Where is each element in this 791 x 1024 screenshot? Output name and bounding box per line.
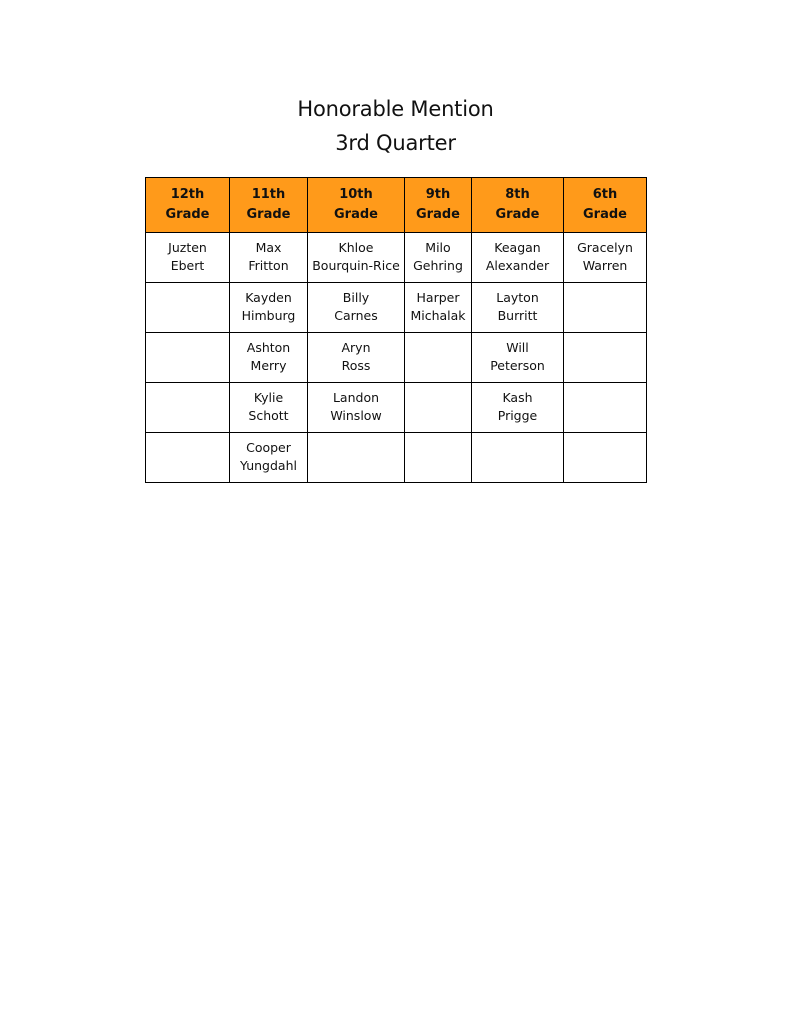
title-line-1: Honorable Mention (297, 97, 494, 121)
table-cell (564, 433, 647, 483)
table-cell (308, 433, 405, 483)
table-row (146, 283, 647, 333)
page-title (0, 92, 791, 160)
table-cell: Will Peterson (472, 333, 564, 383)
table-cell (564, 333, 647, 383)
header-12th-grade: 12th Grade (146, 178, 230, 233)
table-cell: Kylie Schott (230, 383, 308, 433)
header-row (146, 178, 647, 233)
table-cell (146, 333, 230, 383)
header-9th-grade: 9th Grade (405, 178, 472, 233)
table-cell: Ashton Merry (230, 333, 308, 383)
honor-roll-table (145, 177, 647, 483)
table-cell: Aryn Ross (308, 333, 405, 383)
table-cell: Kash Prigge (472, 383, 564, 433)
table-cell: Gracelyn Warren (564, 233, 647, 283)
table-cell: Juzten Ebert (146, 233, 230, 283)
table-cell: Landon Winslow (308, 383, 405, 433)
table-cell (472, 433, 564, 483)
title-line-2: 3rd Quarter (335, 131, 456, 155)
table-row (146, 433, 647, 483)
table-cell: Cooper Yungdahl (230, 433, 308, 483)
header-8th-grade: 8th Grade (472, 178, 564, 233)
table-cell (146, 383, 230, 433)
table-row (146, 233, 647, 283)
table-cell: Layton Burritt (472, 283, 564, 333)
table-cell (405, 333, 472, 383)
header-6th-grade: 6th Grade (564, 178, 647, 233)
table-cell: Keagan Alexander (472, 233, 564, 283)
header-10th-grade: 10th Grade (308, 178, 405, 233)
table-row (146, 333, 647, 383)
table-cell (146, 283, 230, 333)
table-cell (564, 283, 647, 333)
table-cell (146, 433, 230, 483)
table-cell: Max Fritton (230, 233, 308, 283)
table-cell: Khloe Bourquin-Rice (308, 233, 405, 283)
table-cell (405, 433, 472, 483)
table-row (146, 383, 647, 433)
table-cell (405, 383, 472, 433)
table-cell: Milo Gehring (405, 233, 472, 283)
header-11th-grade: 11th Grade (230, 178, 308, 233)
table-cell: Harper Michalak (405, 283, 472, 333)
table-cell: Kayden Himburg (230, 283, 308, 333)
table-cell (564, 383, 647, 433)
table-cell: Billy Carnes (308, 283, 405, 333)
